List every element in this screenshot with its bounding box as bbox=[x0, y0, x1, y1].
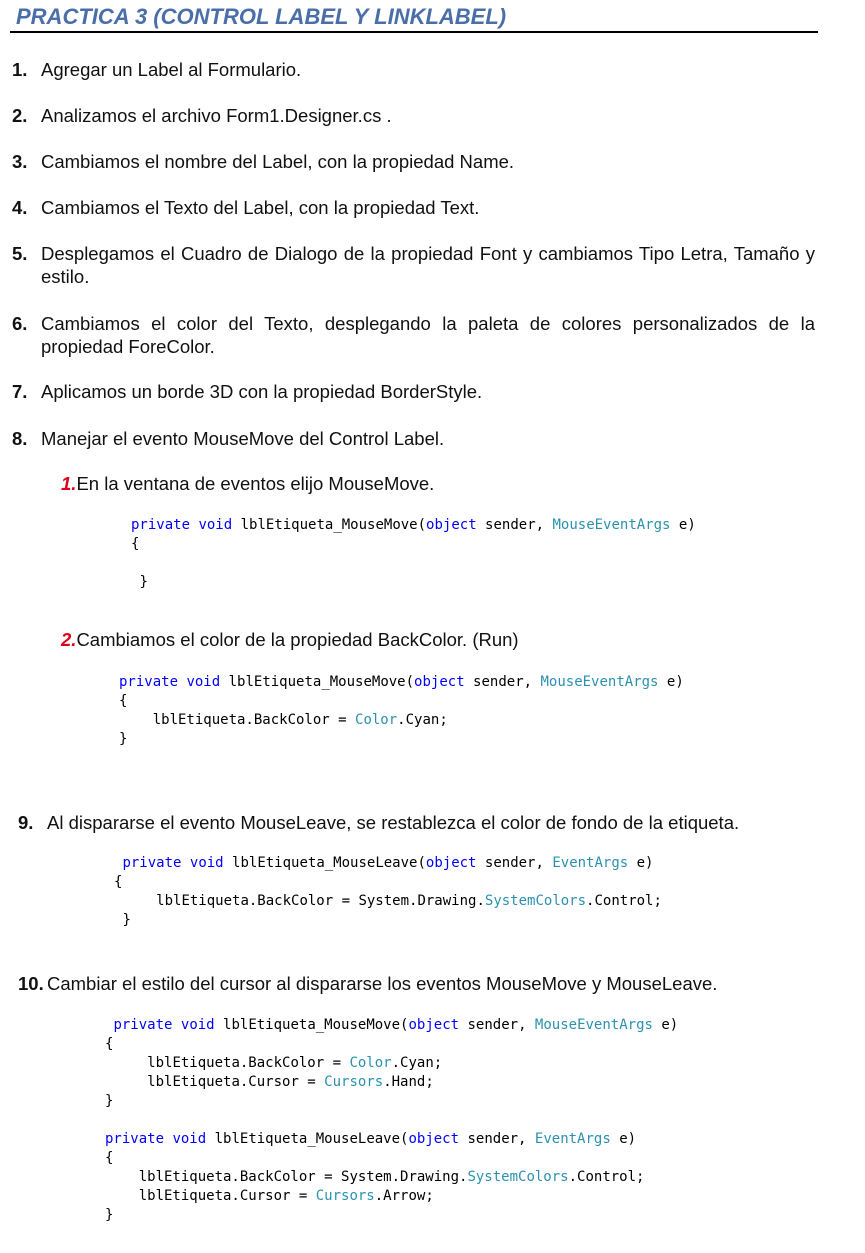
step-number: 8. bbox=[12, 428, 28, 449]
code-block-4: private void lblEtiqueta_MouseMove(object sender, MouseEventArgs e) { lblEtiqueta.BackColor = Color.Cyan; lblEtiqueta.Cursor = Cursors.Hand; } private void lblEtiqueta_MouseLeave(object sender, EventArgs e) { lblEtiqueta.BackColor = System.Drawing.SystemColors.Control; lblEtiqueta.Cursor = Cursors.Arrow; } bbox=[105, 1017, 679, 1223]
step-text: Desplegamos el Cuadro de Dialogo de la propiedad Font y cambiamos Tipo Letra, Tamaño y estilo. bbox=[41, 243, 815, 287]
substep-text: En la ventana de eventos elijo MouseMove. bbox=[76, 473, 435, 494]
step-number: 5. bbox=[12, 243, 28, 264]
code-line: private void lblEtiqueta_MouseMove(object sender, MouseEventArgs e) bbox=[131, 517, 696, 533]
step-text: Cambiamos el nombre del Label, con la propiedad Name. bbox=[41, 151, 515, 172]
code-block-3: private void lblEtiqueta_MouseLeave(object sender, EventArgs e) { lblEtiqueta.BackColor = System.Drawing.SystemColors.Control; } bbox=[114, 855, 662, 928]
page-title: PRACTICA 3 (CONTROL LABEL Y LINKLABEL) bbox=[16, 4, 507, 29]
substep-number: 1. bbox=[61, 473, 77, 494]
step-number: 4. bbox=[12, 197, 28, 218]
code-block-1: private void lblEtiqueta_MouseMove(object sender, MouseEventArgs e) { } bbox=[131, 517, 696, 590]
step-2 bbox=[12, 104, 815, 127]
substep-text: Cambiamos el color de la propiedad BackColor. (Run) bbox=[76, 629, 519, 650]
step-text: Cambiamos el color del Texto, desplegando la paleta de colores personalizados de la propiedad ForeColor. bbox=[41, 313, 815, 357]
step-10 bbox=[18, 972, 821, 995]
step-3 bbox=[12, 150, 815, 173]
step-text: Agregar un Label al Formulario. bbox=[41, 59, 302, 80]
step-number: 3. bbox=[12, 151, 28, 172]
step-4 bbox=[12, 196, 815, 219]
step-number: 7. bbox=[12, 381, 28, 402]
step-8 bbox=[12, 427, 815, 450]
step-number: 2. bbox=[12, 105, 28, 126]
step-text: Cambiar el estilo del cursor al dispararse los eventos MouseMove y MouseLeave. bbox=[47, 973, 718, 994]
title-underline bbox=[10, 31, 818, 33]
step-7 bbox=[12, 380, 815, 403]
step-text: Al dispararse el evento MouseLeave, se restablezca el color de fondo de la etiqueta. bbox=[47, 812, 740, 833]
step-number: 6. bbox=[12, 313, 28, 334]
step-number: 10. bbox=[18, 973, 44, 994]
step-5 bbox=[12, 242, 815, 288]
code-block-2: private void lblEtiqueta_MouseMove(object sender, MouseEventArgs e) { lblEtiqueta.BackColor = Color.Cyan; } bbox=[119, 674, 684, 747]
step-number: 9. bbox=[18, 812, 34, 833]
substep-2 bbox=[61, 628, 519, 651]
substep-1 bbox=[61, 472, 434, 495]
step-6 bbox=[12, 312, 815, 358]
step-text: Analizamos el archivo Form1.Designer.cs . bbox=[41, 105, 392, 126]
step-number: 1. bbox=[12, 59, 28, 80]
step-9 bbox=[18, 811, 821, 834]
substep-number: 2. bbox=[61, 629, 77, 650]
step-text: Manejar el evento MouseMove del Control Label. bbox=[41, 428, 445, 449]
step-text: Aplicamos un borde 3D con la propiedad BorderStyle. bbox=[41, 381, 483, 402]
step-1 bbox=[12, 58, 815, 81]
step-text: Cambiamos el Texto del Label, con la propiedad Text. bbox=[41, 197, 480, 218]
